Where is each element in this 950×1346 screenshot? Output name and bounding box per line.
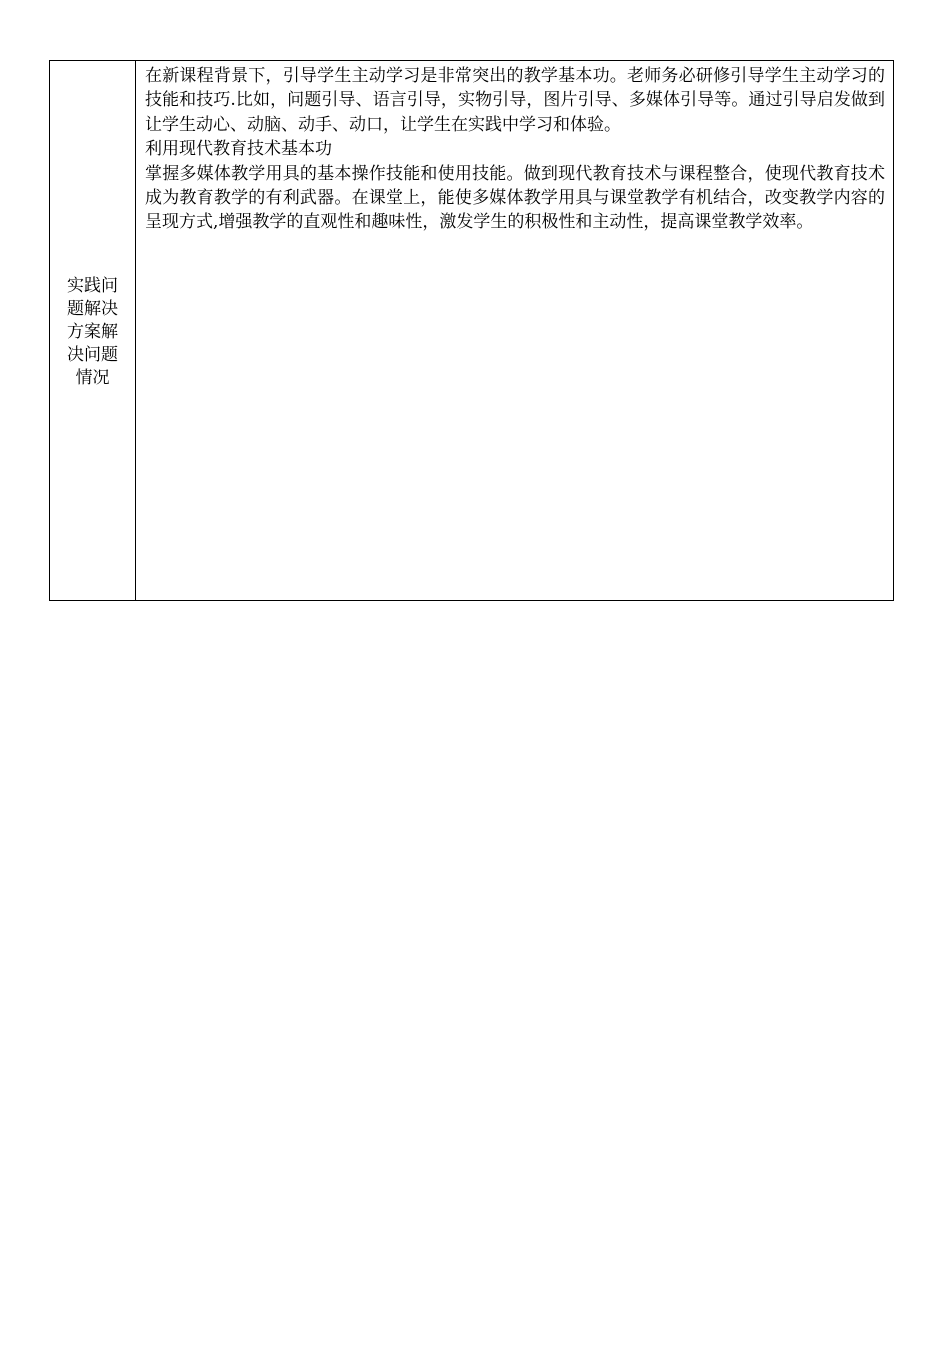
section-heading: 利用现代教育技术基本功 [145, 139, 332, 160]
table-row [50, 61, 894, 601]
form-table [49, 60, 894, 601]
paragraph-guidance: 在新课程背景下，引导学生主动学习是非常突出的教学基本功。老师务必研修引导学生主动学习的技能和技巧.比如，问题引导、语言引导，实物引导，图片引导、多媒体引导等。通过引导启发做到让学生动心、动脑、动手、动口，让学生在实践中学习和体验。 [145, 66, 885, 135]
content-cell [136, 61, 894, 601]
paragraph-technology: 掌握多媒体教学用具的基本操作技能和使用技能。做到现代教育技术与课程整合，使现代教育技术成为教育教学的有利武器。在课堂上，能使多媒体教学用具与课堂教学有机结合，改变教学内容的呈现方式,增强教学的直观性和趣味性，激发学生的积极性和主动性，提高课堂教学效率。 [145, 163, 885, 233]
row-label-cell [50, 61, 136, 601]
row-label: 实践问题解决方案解决问题情况 [67, 276, 118, 388]
